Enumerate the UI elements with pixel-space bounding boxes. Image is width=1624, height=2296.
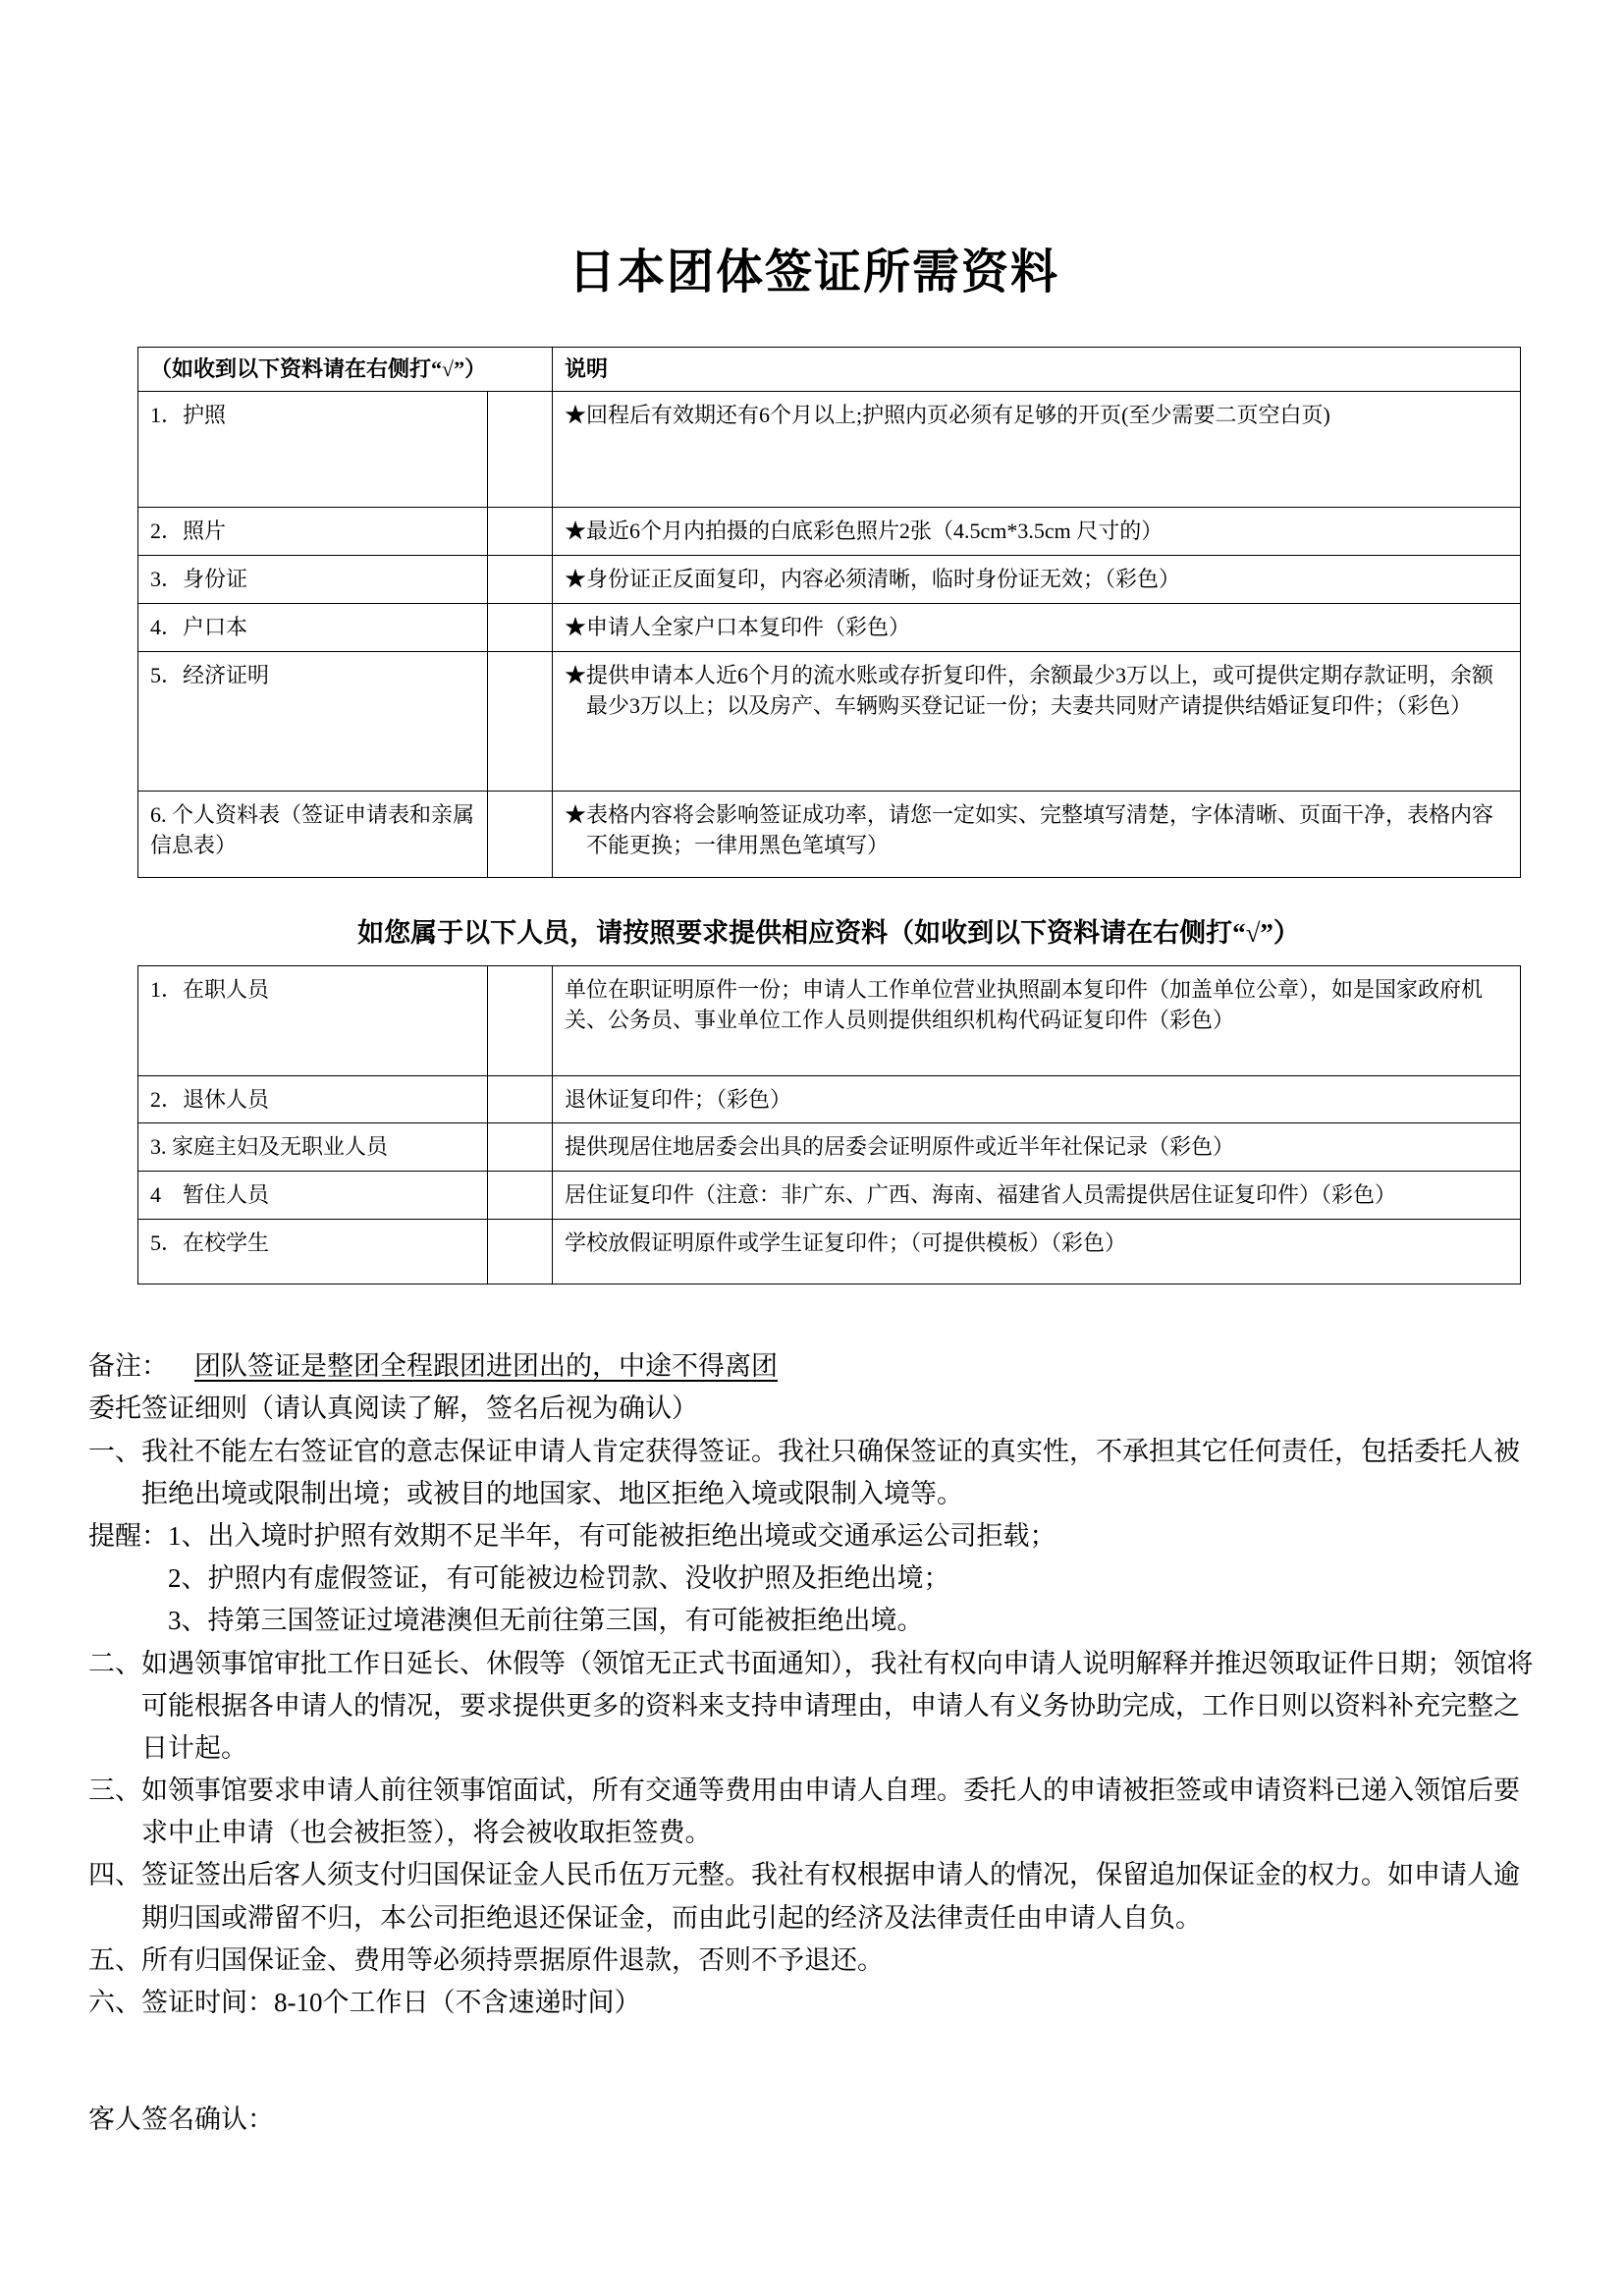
check-cell[interactable] (488, 1123, 553, 1172)
remark-text: 团队签证是整团全程跟团进团出的，中途不得离团 (194, 1351, 778, 1382)
item-label: 4 暂住人员 (138, 1172, 488, 1220)
check-cell[interactable] (488, 651, 553, 791)
reminder-line-1 (88, 1515, 1542, 1558)
rules-title: 委托签证细则（请认真阅读了解，签名后视为确认） (88, 1394, 698, 1424)
table1-header-row (138, 348, 1521, 392)
item-description: ★回程后有效期还有6个月以上;护照内页必须有足够的开页(至少需要二页空白页) (553, 391, 1521, 507)
item-label: 3. 家庭主妇及无职业人员 (138, 1123, 488, 1172)
category-subtitle: 如您属于以下人员，请按照要求提供相应资料（如收到以下资料请在右侧打“√”） (357, 917, 1300, 948)
item-description: 居住证复印件（注意：非广东、广西、海南、福建省人员需提供居住证复印件）（彩色） (553, 1172, 1521, 1220)
check-cell[interactable] (488, 1220, 553, 1285)
item-description: 退休证复印件；（彩色） (553, 1075, 1521, 1123)
reminder-line-2: 2、护照内有虚假签证，有可能被边检罚款、没收护照及拒绝出境； (168, 1563, 950, 1594)
table1-check-instruction: （如收到以下资料请在右侧打“√”） (138, 348, 553, 392)
item-description: 学校放假证明原件或学生证复印件；（可提供模板）（彩色） (553, 1220, 1521, 1285)
item-description: ★身份证正反面复印，内容必须清晰，临时身份证无效；（彩色） (553, 555, 1521, 603)
check-cell[interactable] (488, 965, 553, 1075)
item-description: 单位在职证明原件一份；申请人工作单位营业执照副本复印件（加盖单位公章），如是国家政府机关、公务员、事业单位工作人员则提供组织机构代码证复印件（彩色） (553, 965, 1521, 1075)
table-row-temporary-resident (138, 1172, 1521, 1220)
item-label: 3．身份证 (138, 555, 488, 603)
check-cell[interactable] (488, 391, 553, 507)
check-cell[interactable] (488, 791, 553, 877)
item-label: 1．护照 (138, 391, 488, 507)
table-row-personal-info-form (138, 791, 1521, 877)
item-label: 5．在校学生 (138, 1220, 488, 1285)
reminder-item-1: 1、出入境时护照有效期不足半年，有可能被拒绝出境或交通承运公司拒载； (168, 1520, 1056, 1551)
remark-line (88, 1345, 1542, 1388)
signature-label: 客人签名确认： (88, 2105, 274, 2135)
reminder-label: 提醒： (88, 1520, 168, 1551)
rule-item-1: 一、我社不能左右签证官的意志保证申请人肯定获得签证。我社只确保签证的真实性，不承担其它任何责任，包括委托人被拒绝出境或限制出境；或被目的地国家、地区拒绝入境或限制入境等。 (88, 1436, 1520, 1508)
item-label: 1．在职人员 (138, 965, 488, 1075)
page-title: 日本团体签证所需资料 (568, 246, 1059, 299)
item-label: 2．照片 (138, 507, 488, 555)
check-cell[interactable] (488, 1075, 553, 1123)
item-description: ★表格内容将会影响签证成功率，请您一定如实、完整填写清楚，字体清晰、页面干净，表格内容不能更换；一律用黑色笔填写） (553, 791, 1521, 877)
check-cell[interactable] (488, 507, 553, 555)
rule-item-3: 三、如领事馆要求申请人前往领事馆面试，所有交通等费用由申请人自理。委托人的申请被拒签或申请资料已递入领馆后要求中止申请（也会被拒签），将会被收取拒签费。 (88, 1776, 1520, 1848)
table-row-household-register (138, 603, 1521, 651)
remark-label: 备注： (88, 1351, 168, 1382)
table-row-financial-proof (138, 651, 1521, 791)
table-row-housewife-unemployed (138, 1123, 1521, 1172)
item-description: 提供现居住地居委会出具的居委会证明原件或近半年社保记录（彩色） (553, 1123, 1521, 1172)
rule-item-4: 四、签证签出后客人须支付归国保证金人民币伍万元整。我社有权根据申请人的情况，保留追加保证金的权力。如申请人逾期归国或滞留不归，本公司拒绝退还保证金，而由此引起的经济及法律责任由申请人自负。 (88, 1860, 1520, 1933)
table-row-retired (138, 1075, 1521, 1123)
rule-item-6: 六、签证时间：8-10个工作日（不含速递时间） (88, 1988, 641, 2018)
item-description: ★申请人全家户口本复印件（彩色） (553, 603, 1521, 651)
reminder-line-3: 3、持第三国签证过境港澳但无前往第三国，有可能被拒绝出境。 (168, 1606, 924, 1636)
rule-item-2: 二、如遇领事馆审批工作日延长、休假等（领馆无正式书面通知），我社有权向申请人说明解释并推迟领取证件日期；领馆将可能根据各申请人的情况，要求提供更多的资料来支持申请理由，申请人有义务协助完成，工作日则以资料补充完整之日计起。 (88, 1648, 1534, 1763)
notes-section (88, 1345, 1542, 2141)
table-row-id-card (138, 555, 1521, 603)
item-description: ★最近6个月内拍摄的白底彩色照片2张（4.5cm*3.5cm 尺寸的） (553, 507, 1521, 555)
table-row-employed (138, 965, 1521, 1075)
table-row-photo (138, 507, 1521, 555)
check-cell[interactable] (488, 555, 553, 603)
item-label: 6. 个人资料表（签证申请表和亲属信息表） (138, 791, 488, 877)
item-description: ★提供申请本人近6个月的流水账或存折复印件，余额最少3万以上，或可提供定期存款证明，余额最少3万以上；以及房产、车辆购买登记证一份；夫妻共同财产请提供结婚证复印件；（彩色） (553, 651, 1521, 791)
table-row-passport (138, 391, 1521, 507)
table-row-student (138, 1220, 1521, 1285)
item-label: 4．户口本 (138, 603, 488, 651)
personnel-category-table (137, 965, 1521, 1285)
item-label: 2．退休人员 (138, 1075, 488, 1123)
table1-description-header: 说明 (553, 348, 1521, 392)
check-cell[interactable] (488, 603, 553, 651)
required-materials-table (137, 347, 1521, 878)
rule-item-5: 五、所有归国保证金、费用等必须持票据原件退款，否则不予退还。 (88, 1944, 884, 1975)
item-label: 5．经济证明 (138, 651, 488, 791)
check-cell[interactable] (488, 1172, 553, 1220)
